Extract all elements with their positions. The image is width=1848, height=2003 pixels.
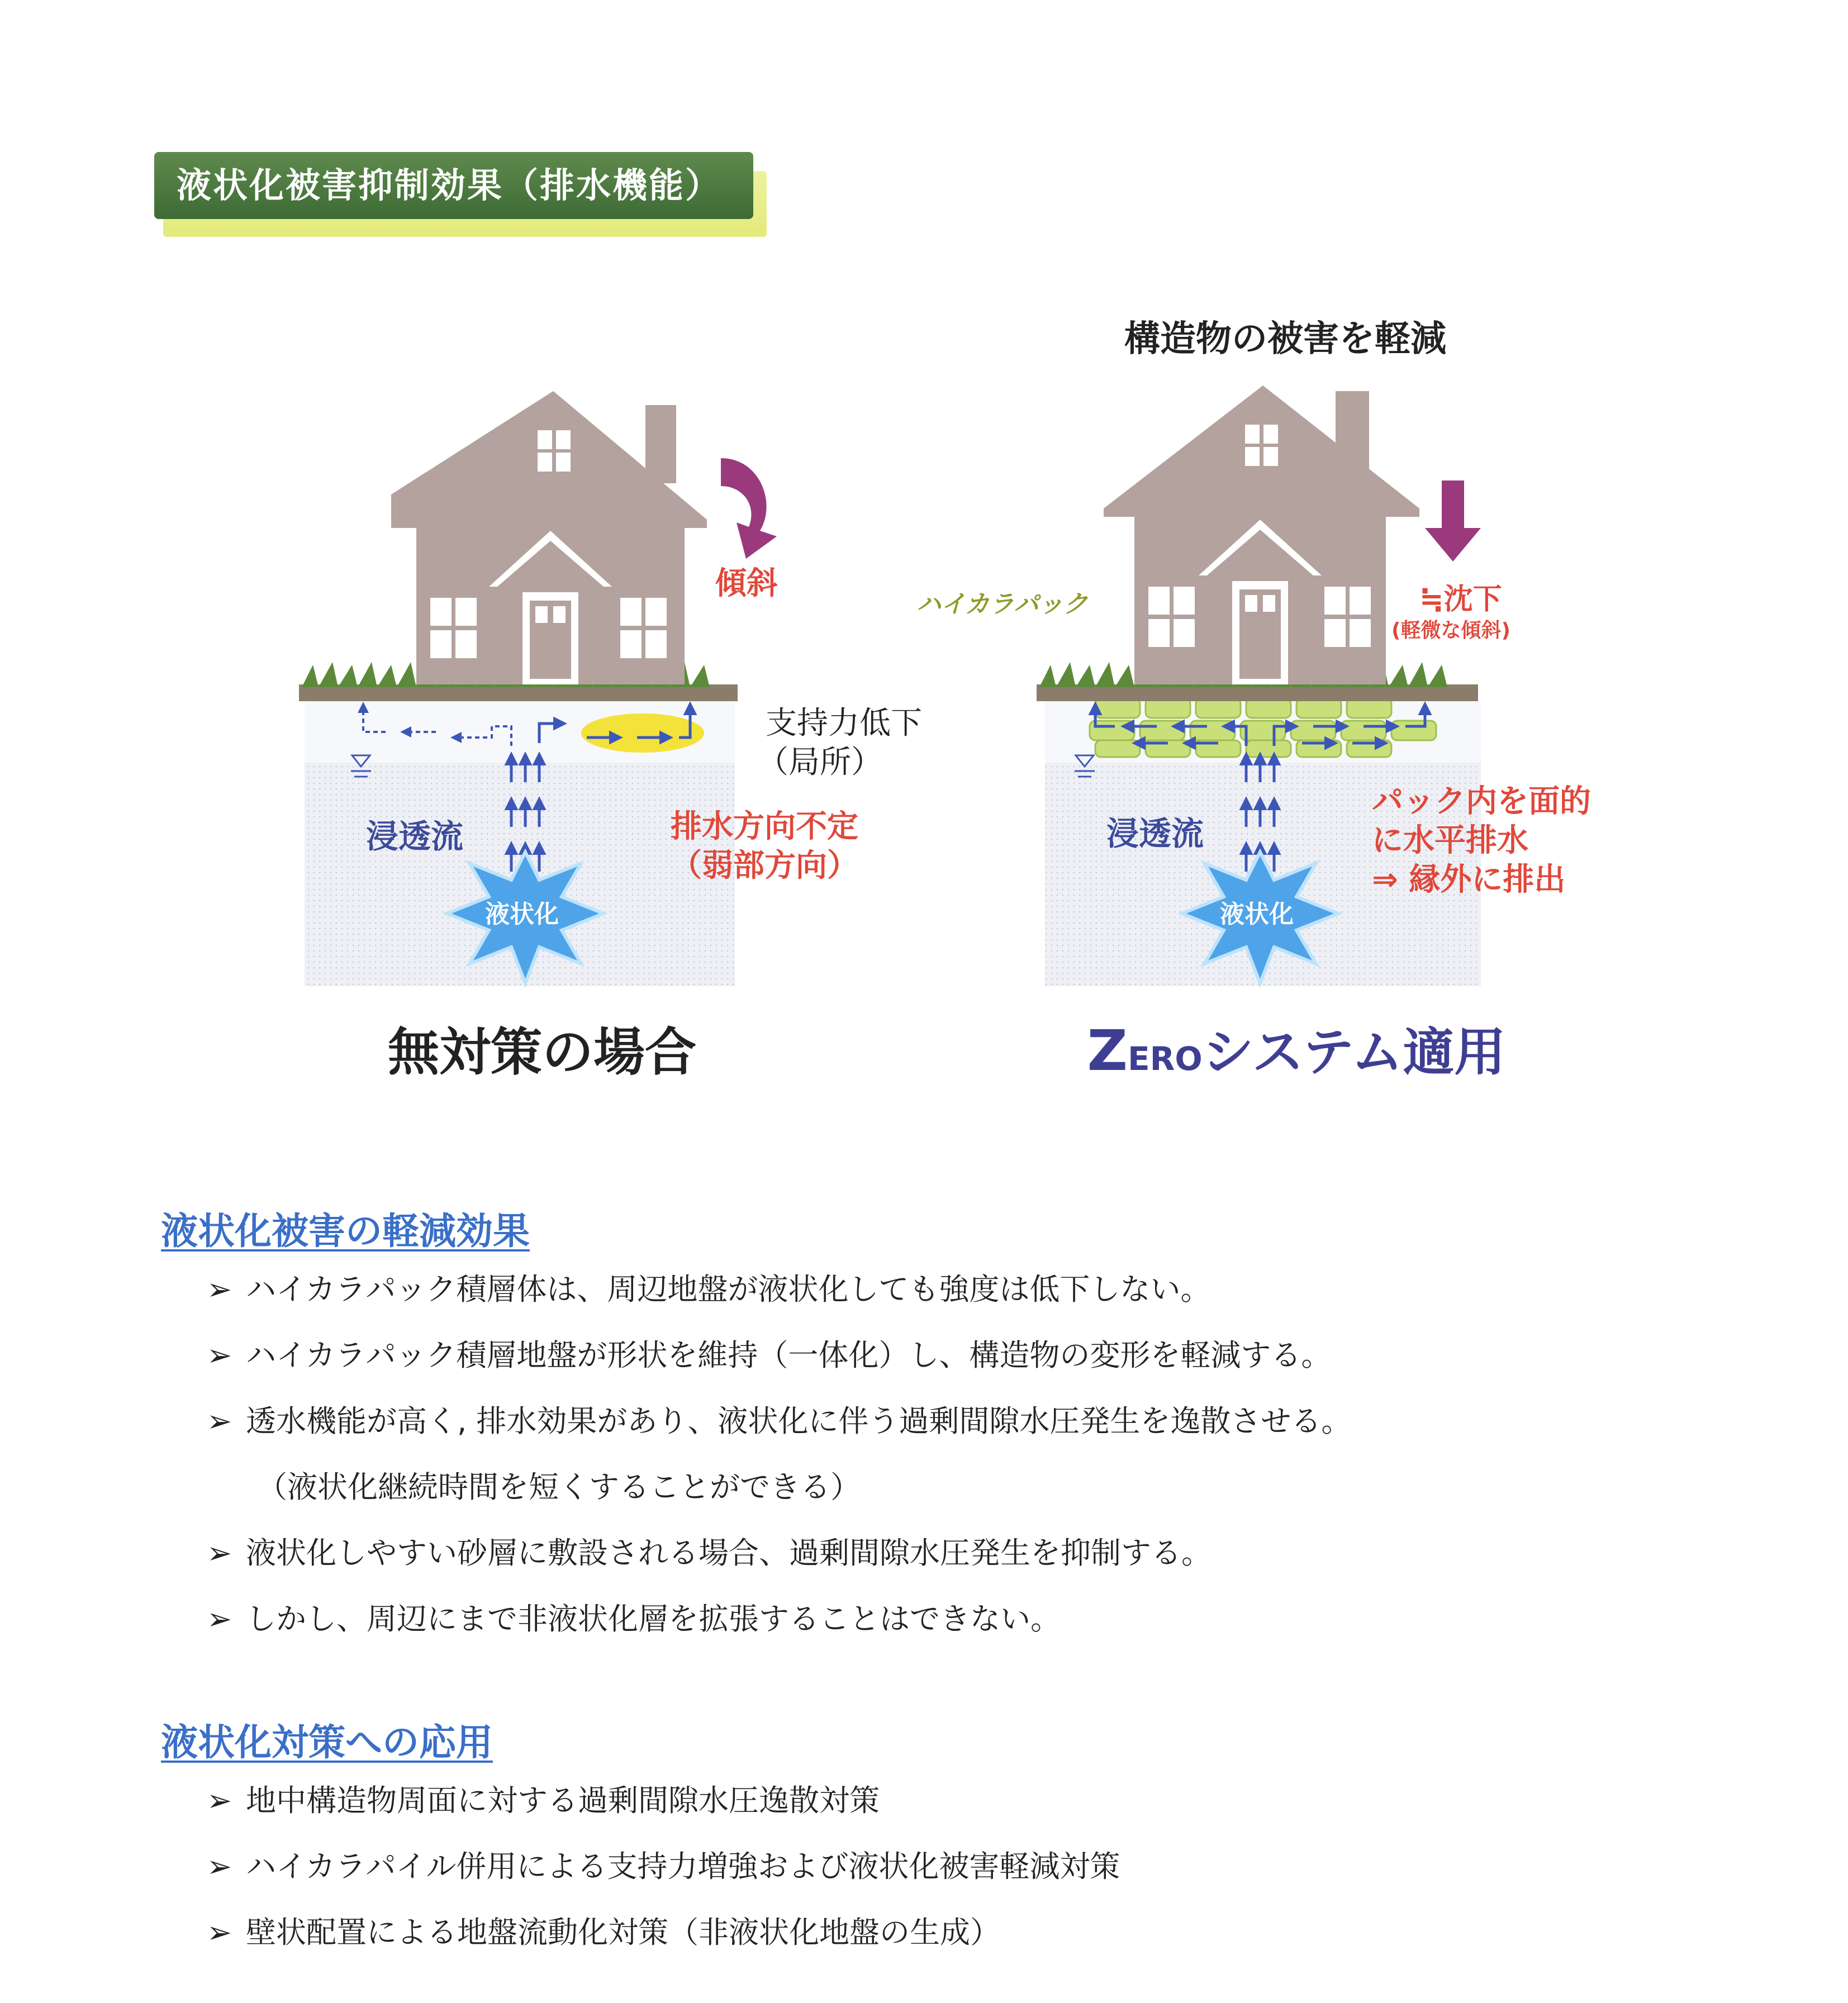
tilt-arrow [721,458,777,559]
settle-arrow [1425,480,1481,562]
settlement-sub: (軽微な傾斜) [1391,619,1510,642]
list-item: ➢ ハイカラパック積層地盤が形状を維持（一体化）し、構造物の変形を軽減する。 [207,1338,1332,1373]
right-seepage-label: 浸透流 [1106,815,1204,853]
weak-zone [581,713,704,753]
list-item: ➢ ハイカラパイル併用による支持力増強および液状化被害軽減対策 [207,1849,1120,1884]
list-item: ➢ 地中構造物周面に対する過剰間隙水圧逸散対策 [207,1783,880,1818]
horizontal-drain-line2: に水平排水 [1372,822,1528,859]
list-item-note: （液状化継続時間を短くすることができる） [257,1469,861,1505]
right-liquefaction-label: 液状化 [1220,900,1294,929]
tilt-label: 傾斜 [715,565,778,602]
section-title-badge: 液状化被害抑制効果（排水機能） [154,152,753,219]
damage-reduction-caption: 構造物の被害を軽減 [1124,318,1446,360]
application-list [207,1777,1120,1975]
list-item: ➢ 透水機能が高く, 排水効果があり、液状化に伴う過剰間隙水圧発生を逸散させる。 [207,1403,1352,1439]
list-item: ➢ 液状化しやすい砂層に敷設される場合、過剰間隙水圧発生を抑制する。 [207,1535,1212,1571]
support-loss-label: 支持力低下 [766,705,922,741]
section-heading-damage-reduction: 液状化被害の軽減効果 [161,1210,530,1253]
drain-direction-sub: （弱部方向） [671,848,858,884]
pack-label: ハイカラパック [916,590,1088,618]
support-loss-sub: （局所） [757,744,882,781]
left-liquefaction-label: 液状化 [485,900,559,929]
left-seepage-label: 浸透流 [366,817,464,855]
settlement-label: ≒沈下 [1419,583,1502,616]
horizontal-drain-line3: ⇒ 縁外に排出 [1372,862,1566,898]
damage-reduction-list [207,1265,1351,1661]
no-countermeasure-caption: 無対策の場合 [387,1022,696,1082]
list-item: ➢ ハイカラパック積層体は、周辺地盤が液状化しても強度は低下しない。 [207,1272,1211,1307]
list-item: ➢ しかし、周辺にまで非液状化層を拡張することはできない。 [207,1601,1061,1636]
list-item: ➢ 壁状配置による地盤流動化対策（非液状化地盤の生成） [207,1915,1000,1950]
drain-direction-label: 排水方向不定 [671,808,858,845]
horizontal-drain-line1: パック内を面的 [1372,783,1591,820]
zero-system-caption: ZEROシステム適用 [1087,1018,1506,1083]
section-heading-application: 液状化対策への応用 [161,1721,493,1764]
